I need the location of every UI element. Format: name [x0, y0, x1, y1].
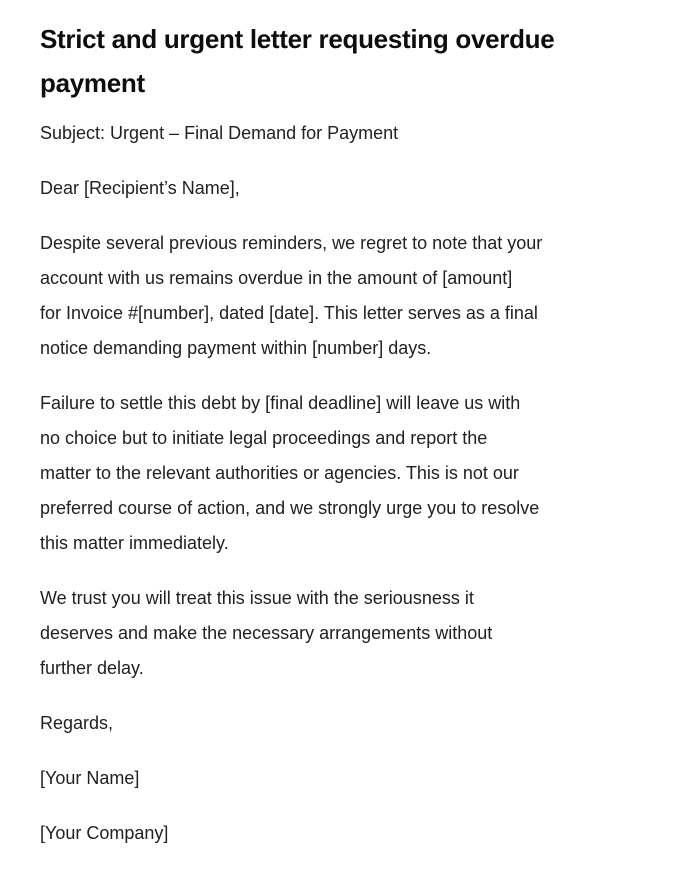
signature-company: [Your Company] [40, 823, 169, 843]
paragraph-overdue-notice: Despite several previous reminders, we regret to note that your account with us remains overdue in the amount of [amount] for Invoice #[number], dated [date]. This letter serves as a final notice demanding payment within [number] days. [40, 233, 543, 358]
salutation: Dear [Recipient’s Name], [40, 178, 240, 198]
signature-name: [Your Name] [40, 768, 140, 788]
letter-title: Strict and urgent letter requesting overdue payment [40, 24, 555, 98]
closing: Regards, [40, 713, 114, 733]
paragraph-final-appeal: We trust you will treat this issue with the seriousness it deserves and make the necessary arrangements without further delay. [40, 588, 493, 678]
paragraph-consequences: Failure to settle this debt by [final deadline] will leave us with no choice but to initiate legal proceedings and report the matter to the relevant authorities or agencies. This is not our preferred course of action, and we strongly urge you to resolve this matter immediately. [40, 393, 540, 553]
subject-line: Subject: Urgent – Final Demand for Payment [40, 123, 399, 143]
